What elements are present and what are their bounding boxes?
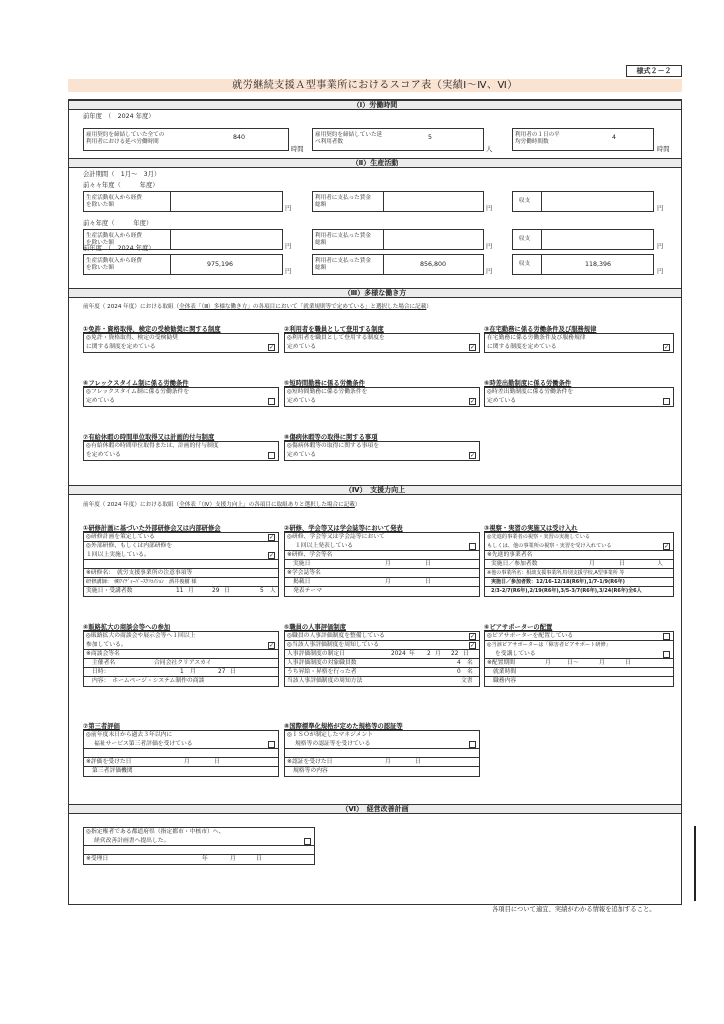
- s4-i6-check-2[interactable]: [663, 651, 670, 658]
- s4-item7-box: [83, 730, 279, 777]
- s2-l1-a: 生産活動収入から経費: [86, 233, 142, 239]
- s3-item-checkbox[interactable]: ✓: [269, 344, 275, 351]
- s2-unit: 円: [657, 205, 664, 212]
- section-2-header: （Ⅱ）生産活動: [69, 158, 681, 168]
- s3-item-title: ⑦有給休暇の時間単位取得又は計画的付与制度: [83, 434, 215, 441]
- s3-item-checkbox[interactable]: [268, 398, 275, 405]
- s2-period: 会計期間（ 1月～ 3月）: [83, 171, 161, 178]
- s2-unit: 円: [285, 243, 292, 250]
- s2-l2-b: 総額: [315, 240, 327, 246]
- margin-bar: [694, 826, 696, 901]
- s4-i3-row: 実施日／参加者数 月 日 人: [485, 560, 673, 569]
- s1-users-box: [312, 128, 484, 151]
- s3-item-row: 在宅勤務に係る労働条件及び服務規律: [487, 335, 586, 341]
- s2-l1-a: 生産活動収入から経費: [86, 258, 142, 264]
- s6-box: [83, 827, 315, 865]
- s2-wage-value[interactable]: 856,800: [419, 261, 447, 268]
- s2-year-label: 前々々年度（ 年度）: [83, 182, 159, 189]
- s3-item-title: ②利用者を職員として登用する制度: [284, 326, 384, 333]
- s3-item-title: ④フレックスタイム制に係る労働条件: [83, 380, 189, 387]
- s3-item-title: ⑧傷病休暇等の取得に関する事項: [284, 434, 378, 441]
- s2-balance-box: [512, 191, 654, 212]
- s2-l1-b: を除いた額: [86, 240, 114, 246]
- s3-item-row: ◎時差出勤制度に係る労働条件を: [487, 389, 574, 395]
- s4-i1-check-1[interactable]: ✓: [269, 534, 275, 541]
- s3-intro: 前年度（ 2024 年度）における取組（全体表「（Ⅲ）多様な働き方」の各項目において「就業規則等で定めている」と選択した場合に記載）: [83, 304, 432, 310]
- s3-item-row: に関する制度を定めている ✓: [487, 344, 670, 351]
- s3-item-checkbox[interactable]: [663, 398, 670, 405]
- s1-f1-label-1: 雇用契約を締結していた全ての: [86, 132, 165, 138]
- s4-i3-row: ※他の事業所名：相談支援事業所,特別支援学校,A型事業所 等: [485, 569, 673, 578]
- s4-item7-title: ⑦第三者評価: [83, 723, 120, 730]
- s1-avg-hours-value[interactable]: 4: [611, 134, 616, 141]
- s3-item-row: ◎利用者を職員として登用する制度を: [287, 335, 385, 341]
- s4-i8-row: [285, 749, 479, 758]
- s1-avg-hours-box: [512, 128, 654, 151]
- s2-l2-a: 利用者に支払った賃金: [315, 233, 371, 239]
- s4-i3-row: 2/3-2/7(R6年),2/19(R6年),3/5-3/7(R6年),3/24(R6年)全6人: [491, 588, 642, 594]
- s4-i1-check-2[interactable]: ✓: [269, 552, 275, 559]
- s2-l2-a: 利用者に支払った賃金: [315, 195, 371, 201]
- s3-item-row: を定めている: [84, 451, 278, 460]
- s2-l3: 収支: [519, 198, 531, 204]
- s4-i2-row: ※研修、学会等名: [285, 551, 479, 560]
- s2-l2-b: 総額: [315, 265, 327, 271]
- s2-l2-a: 利用者に支払った賃金: [315, 258, 371, 264]
- s6-row: ◎指定権者である都道府県（指定都市・中核市）へ、: [86, 829, 225, 835]
- s2-unit: 円: [486, 243, 493, 250]
- s2-profit-value[interactable]: 975,196: [206, 261, 234, 268]
- s1-total-hours-value[interactable]: 840: [232, 134, 246, 141]
- s4-item2-box: [284, 532, 480, 597]
- s1-f2-unit: 人: [486, 146, 493, 153]
- s2-balance-box: [512, 229, 654, 250]
- s3-item-row: ◎免許・資格取得、検定の受検勧奨: [86, 335, 179, 341]
- s4-i8-row: 規格等の認証等を受けている: [285, 740, 479, 749]
- s2-l1-a: 生産活動収入から経費: [86, 195, 142, 201]
- footnote: 各項目について適宜、実績がわかる情報を追加すること。: [492, 906, 656, 913]
- s2-unit: 円: [486, 205, 493, 212]
- s2-l3: 収支: [519, 236, 531, 242]
- page-title: 就労継続支援Ａ型事業所におけるスコア表（実績Ⅰ～Ⅳ、Ⅵ）: [68, 79, 682, 92]
- s6-row: [84, 846, 314, 855]
- s4-item3-box: [484, 532, 674, 597]
- s2-profit-box: [83, 191, 283, 212]
- s3-item-row: 定めている: [84, 397, 278, 406]
- s4-i2-row: 発表テーマ: [293, 588, 322, 594]
- s4-i6-row: ◎ピアサポーターを配置している: [485, 632, 673, 641]
- s3-item-row: 定めている ✓: [287, 452, 476, 459]
- s4-i6-row: ◎当該ピアサポーターは「障害者ピアサポート研修」: [487, 642, 611, 648]
- s4-i6-row: 職務内容: [493, 678, 517, 684]
- s4-i3-row: 実施日／参加者数：12/16-12/18(R6年),1/7-1/9(R6年): [485, 578, 673, 587]
- s2-balance-box: [512, 254, 654, 275]
- s3-item-row: に関する制度を定めている ✓: [86, 344, 275, 351]
- s4-i3-check[interactable]: ✓: [664, 543, 670, 550]
- s3-item-box: [484, 333, 674, 353]
- s4-item4-title: ④販路拡大の商談会等への参加: [83, 624, 171, 631]
- s4-i8-row: 規格等の内容: [293, 768, 328, 774]
- s3-item-checkbox[interactable]: ✓: [470, 398, 476, 405]
- s1-f3-unit: 時間: [657, 146, 670, 153]
- s3-item-row: 定めている ✓: [287, 344, 476, 351]
- score-form: [68, 99, 682, 905]
- s2-unit: 円: [486, 268, 493, 275]
- s4-i8-check[interactable]: [469, 741, 476, 748]
- s4-i1-row: １回以上実施している。 ✓: [84, 551, 278, 560]
- s4-i7-row: [84, 749, 278, 758]
- s2-l2-b: 総額: [315, 202, 327, 208]
- s1-year-label: 前年度 （ 2024 年度）: [83, 113, 155, 120]
- s4-i4-row: 内容： ホームページ・システム制作の商談: [92, 678, 205, 684]
- s2-unit: 円: [657, 243, 664, 250]
- s3-item-title: ③在宅勤務に係る労働条件及び服務規律: [484, 326, 597, 333]
- s3-item-box: [284, 333, 480, 353]
- s2-year-label: 前年度 （ 2024 年度）: [83, 245, 155, 252]
- section-4-header: （Ⅳ） 支援力向上: [69, 485, 681, 495]
- s4-i5-row: 当該人事評価制度の周知方法 文書: [287, 678, 473, 684]
- s4-i4-check[interactable]: ✓: [269, 642, 275, 649]
- s4-item6-title: ⑥ピアサポーターの配置: [484, 624, 553, 631]
- s3-item-box: [284, 441, 480, 461]
- s2-l1-b: を除いた額: [86, 202, 114, 208]
- s4-i5-check-2[interactable]: ✓: [470, 642, 476, 649]
- s4-i3-row: ※先進的事業者名: [485, 551, 673, 560]
- form-id: 様式２－２: [626, 65, 682, 77]
- s2-wage-box: [312, 254, 484, 275]
- s3-item-row: ◎傷病休暇等の取得に関する事項を: [287, 443, 380, 449]
- s4-i3-row: ◎先進的事業者の視察・実習の実施している: [487, 534, 591, 540]
- s4-i4-row: ※商談会等名: [84, 650, 278, 659]
- s3-item-row: 定めている ✓: [287, 398, 476, 405]
- s4-i6-row: 就業時間: [485, 668, 673, 677]
- s4-i6-row: ※配置期間 月 日～ 月 日: [485, 659, 673, 668]
- s6-row: 経営改善計画書へ提出した。: [84, 837, 314, 846]
- section-1-header: （Ⅰ）労働時間: [69, 100, 681, 110]
- s6-check[interactable]: [304, 838, 311, 845]
- s4-i7-check[interactable]: [268, 741, 275, 748]
- s4-i2-row: ◎研修、学会等又は学会誌等において: [287, 534, 385, 540]
- s4-i5-row: 人事評価制度の制定日 2024 年 2 月 22 日: [285, 650, 479, 659]
- s1-f2-label-1: 雇用契約を締結していた延: [315, 132, 383, 138]
- s4-i4-row: 日時： 1 月 27 日: [84, 668, 278, 677]
- s3-item-checkbox[interactable]: ✓: [664, 344, 670, 351]
- s4-i1-row: ◎外部研修、もしくは内部研修を: [86, 543, 173, 549]
- s3-item-box: [484, 387, 674, 407]
- s3-item-checkbox[interactable]: [268, 452, 275, 459]
- s4-i4-row: ◎販路拡大の商談会や展示会等へ１回以上: [86, 633, 196, 639]
- s4-i1-row: ◎研修計画を策定している ✓: [84, 533, 278, 542]
- s4-i6-row: を受講している: [485, 650, 673, 659]
- s3-item-checkbox[interactable]: ✓: [470, 344, 476, 351]
- s4-i1-row: [84, 560, 278, 569]
- s4-i1-row: 研修講師： ㈱ｱｲﾃﾞｨｰﾊﾟｰｽｸﾘｴｲｼｮﾝ 酒井俊樹 様: [84, 578, 278, 587]
- s2-unit: 円: [285, 205, 292, 212]
- s3-item-box: [83, 441, 279, 461]
- s3-item-box: [83, 387, 279, 407]
- s4-i5-row: 人事評価制度の対象職員数 4 名: [285, 659, 479, 668]
- s4-item3-title: ③視察・実習の実施又は受け入れ: [484, 525, 578, 532]
- s4-intro: 前年度（ 2024 年度）における取組（全体表「（Ⅳ）支援力向上」の各項目に取組ありと選択した場合に記載）: [83, 502, 361, 508]
- s1-f3-label-2: 均労働時間数: [515, 139, 549, 145]
- s4-i7-row: ◎前年度末日から過去３年以内に: [86, 732, 173, 738]
- s4-item5-box: [284, 631, 480, 687]
- s2-year-label: 前々年度（ 年度）: [83, 220, 153, 227]
- s4-item6-box: [484, 631, 674, 687]
- s4-i1-row: 実施日・受講者数 11 月 29 日 5 人: [86, 588, 276, 594]
- s4-i5-row: うち昇給・昇格を行った者 0 名: [285, 668, 479, 677]
- s6-row: ※受理日 年 月 日: [86, 856, 262, 862]
- s2-wage-box: [312, 229, 484, 250]
- section-3-header: （Ⅲ）多様な働き方: [69, 288, 681, 298]
- s4-i7-row: ※評価を受けた日 月 日: [84, 758, 278, 767]
- s1-f1-label-2: 利用者における延べ労働時間: [86, 139, 159, 145]
- s4-i8-row: ※認証を受けた日 月 日: [285, 758, 479, 767]
- s4-item5-title: ⑤職員の人事評価制度: [284, 624, 347, 631]
- s4-i5-row: ◎当該人事評価制度を周知している ✓: [285, 641, 479, 650]
- s4-item8-box: [284, 730, 480, 777]
- s4-i1-row: ※研修名： 就労支援事業所の注意事項等: [84, 569, 278, 578]
- s2-wage-box: [312, 191, 484, 212]
- s2-l1-b: を除いた額: [86, 265, 114, 271]
- s4-i2-row: 掲載日 月 日: [285, 578, 479, 587]
- s1-total-hours-box: [83, 128, 289, 151]
- s3-item-row: ◎フレックスタイム制に係る労働条件を: [86, 389, 190, 395]
- s4-i6-check-1[interactable]: [663, 633, 670, 640]
- s4-i7-row: 第三者評価機関: [92, 768, 133, 774]
- s1-f3-label-1: 利用者の１日の平: [515, 132, 560, 138]
- s4-i5-check-1[interactable]: ✓: [470, 633, 476, 640]
- s3-item-title: ⑤短時間勤務に係る労働条件: [284, 380, 365, 387]
- s4-i7-row: 福祉サービス第三者評価を受けている: [84, 740, 278, 749]
- s1-users-value[interactable]: 5: [427, 134, 432, 141]
- s4-i4-row: 参加している。 ✓: [84, 641, 278, 650]
- s4-i2-row: ※学会誌等名: [285, 569, 479, 578]
- s3-item-box: [83, 333, 279, 353]
- s4-item1-title: ①研修計画に基づいた外部研修会又は内部研修会: [83, 525, 221, 532]
- s4-item8-title: ⑧国際標準化規格が定めた規格等の認証等: [284, 723, 403, 730]
- s3-item-checkbox[interactable]: ✓: [470, 452, 476, 459]
- s4-i8-row: ◎ＩＳＯが制定したマネジメント: [287, 732, 374, 738]
- s1-f2-label-2: べ利用者数: [315, 139, 343, 145]
- s3-item-row: ◎短時間勤務に係る労働条件を: [287, 389, 368, 395]
- s2-unit: 円: [285, 268, 292, 275]
- s4-i2-check[interactable]: [469, 543, 476, 550]
- s3-item-title: ⑥時差出勤制度に係る労働条件: [484, 380, 572, 387]
- s3-item-row: 定めている: [485, 397, 673, 406]
- s4-i4-row: 主催者名 合同会社クリアスカイ: [84, 659, 278, 668]
- s4-i3-row: もしくは、他の事業所の視察・実習を受け入れている ✓: [485, 542, 673, 551]
- s2-unit: 円: [657, 268, 664, 275]
- s4-i2-row: １回以上発表している: [285, 542, 479, 551]
- s2-l3: 収支: [519, 261, 531, 267]
- s4-item2-title: ②研修、学会等又は学会誌等において発表: [284, 525, 403, 532]
- s4-i5-row: ◎職員の人事評価制度を整備している ✓: [285, 632, 479, 641]
- s3-item-box: [284, 387, 480, 407]
- s3-item-row: ◎有給休暇の時間単位取得または、計画的付与制度: [86, 443, 219, 449]
- s2-balance-value[interactable]: 118,396: [584, 261, 612, 268]
- s4-item4-box: [83, 631, 279, 687]
- section-6-header: （Ⅵ） 経営改善計画: [69, 804, 681, 814]
- s3-item-title: ①免許・資格取得、検定の受検勧奨に関する制度: [83, 326, 221, 333]
- s4-item1-box: [83, 532, 279, 597]
- s1-f1-unit: 時間: [291, 146, 304, 153]
- s2-profit-box: [83, 254, 283, 275]
- s4-i2-row: 実施日 月 日: [285, 560, 479, 569]
